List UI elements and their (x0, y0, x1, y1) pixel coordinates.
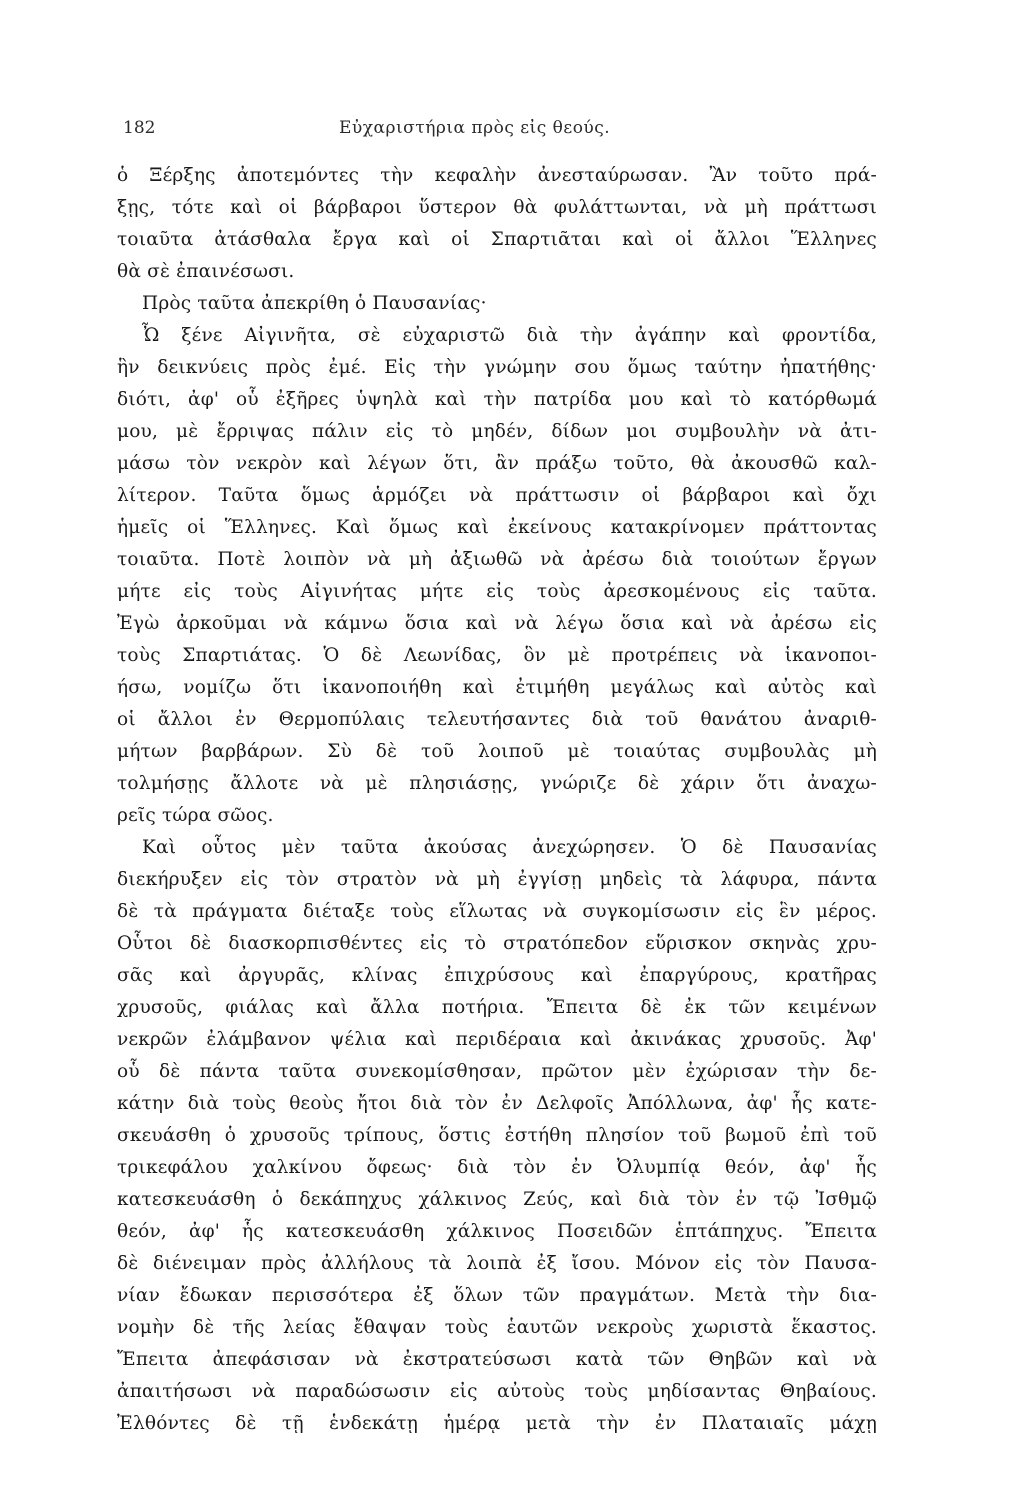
text-line: ρεῖς τώρα σῶος. (117, 805, 274, 826)
text-line: μήτων βαρβάρων. Σὺ δὲ τοῦ λοιποῦ μὲ τοιαύτας συμβουλὰς μὴ (117, 741, 877, 762)
page-header (123, 118, 883, 142)
text-line: διεκήρυξεν εἰς τὸν στρατὸν νὰ μὴ ἐγγίσῃ μηδεὶς τὰ λάφυρα, πάντα (117, 869, 877, 890)
text-line: Ἔπειτα ἀπεφάσισαν νὰ ἐκστρατεύσωσι κατὰ τῶν Θηβῶν καὶ νὰ (117, 1349, 877, 1370)
text-line: θεόν, ἀφ' ἧς κατεσκευάσθη χάλκινος Ποσειδῶν ἑπτάπηχυς. Ἔπειτα (117, 1221, 877, 1242)
text-line: οἱ ἄλλοι ἐν Θερμοπύλαις τελευτήσαντες διὰ τοῦ θανάτου ἀναριθ- (117, 709, 877, 730)
text-line: κατεσκευάσθη ὁ δεκάπηχυς χάλκινος Ζεύς, καὶ διὰ τὸν ἐν τῷ Ἰσθμῷ (117, 1189, 877, 1210)
text-line: μήτε εἰς τοὺς Αἰγινήτας μήτε εἰς τοὺς ἀρεσκομένους εἰς ταῦτα. (117, 581, 877, 602)
text-line: διότι, ἀφ' οὗ ἐξῆρες ὑψηλὰ καὶ τὴν πατρίδα μου καὶ τὸ κατόρθωμά (117, 389, 877, 410)
text-line: κάτην διὰ τοὺς θεοὺς ἤτοι διὰ τὸν ἐν Δελφοῖς Ἀπόλλωνα, ἀφ' ἧς κατε- (117, 1093, 877, 1114)
text-line: Οὗτοι δὲ διασκορπισθέντες εἰς τὸ στρατόπεδον εὕρισκον σκηνὰς χρυ- (117, 933, 877, 954)
text-line: λίτερον. Ταῦτα ὅμως ἁρμόζει νὰ πράττωσιν οἱ βάρβαροι καὶ ὄχι (117, 485, 877, 506)
text-line: Καὶ οὗτος μὲν ταῦτα ἀκούσας ἀνεχώρησεν. Ὁ δὲ Παυσανίας (142, 837, 877, 858)
text-line: ὁ Ξέρξης ἀποτεμόντες τὴν κεφαλὴν ἀνεσταύρωσαν. Ἂν τοῦτο πρά- (117, 165, 877, 186)
text-line: νίαν ἔδωκαν περισσότερα ἐξ ὅλων τῶν πραγμάτων. Μετὰ τὴν δια- (117, 1285, 877, 1306)
text-line: δὲ διένειμαν πρὸς ἀλλήλους τὰ λοιπὰ ἐξ ἴσου. Μόνον εἰς τὸν Παυσα- (117, 1253, 877, 1274)
text-line: Ἐλθόντες δὲ τῇ ἑνδεκάτῃ ἡμέρᾳ μετὰ τὴν ἐν Πλαταιαῖς μάχῃ (117, 1413, 877, 1434)
text-line: ξῃς, τότε καὶ οἱ βάρβαροι ὕστερον θὰ φυλάττωνται, νὰ μὴ πράττωσι (117, 197, 877, 218)
text-line: μου, μὲ ἔρριψας πάλιν εἰς τὸ μηδέν, δίδων μοι συμβουλὴν νὰ ἀτι- (117, 421, 877, 442)
text-line: σκευάσθη ὁ χρυσοῦς τρίπους, ὅστις ἐστήθη πλησίον τοῦ βωμοῦ ἐπὶ τοῦ (117, 1125, 877, 1146)
page-number: 182 (123, 118, 156, 138)
text-line: Ἐγὼ ἀρκοῦμαι νὰ κάμνω ὅσια καὶ νὰ λέγω ὅσια καὶ νὰ ἀρέσω εἰς (117, 613, 877, 634)
text-line: ἀπαιτήσωσι νὰ παραδώσωσιν εἰς αὐτοὺς τοὺς μηδίσαντας Θηβαίους. (117, 1381, 877, 1402)
text-line: σᾶς καὶ ἀργυρᾶς, κλίνας ἐπιχρύσους καὶ ἐπαργύρους, κρατῆρας (117, 965, 877, 986)
text-line: Ὦ ξένε Αἰγινῆτα, σὲ εὐχαριστῶ διὰ τὴν ἀγάπην καὶ φροντίδα, (142, 325, 877, 346)
text-line: ἡμεῖς οἱ Ἕλληνες. Καὶ ὅμως καὶ ἐκείνους κατακρίνομεν πράττοντας (117, 517, 877, 538)
text-line: θὰ σὲ ἐπαινέσωσι. (117, 261, 295, 282)
text-line: ἣν δεικνύεις πρὸς ἐμέ. Εἰς τὴν γνώμην σου ὅμως ταύτην ἠπατήθης· (117, 357, 877, 378)
text-line: χρυσοῦς, φιάλας καὶ ἄλλα ποτήρια. Ἔπειτα δὲ ἐκ τῶν κειμένων (117, 997, 877, 1018)
text-line: νεκρῶν ἐλάμβανον ψέλια καὶ περιδέραια καὶ ἀκινάκας χρυσοῦς. Ἀφ' (117, 1029, 877, 1050)
text-line: τολμήσῃς ἄλλοτε νὰ μὲ πλησιάσῃς, γνώριζε δὲ χάριν ὅτι ἀναχω- (117, 773, 877, 794)
text-line: τοὺς Σπαρτιάτας. Ὁ δὲ Λεωνίδας, ὃν μὲ προτρέπεις νὰ ἱκανοποι- (117, 645, 877, 666)
running-title: Εὐχαριστήρια πρὸς εἰς θεούς. (339, 118, 611, 138)
text-line: οὗ δὲ πάντα ταῦτα συνεκομίσθησαν, πρῶτον μὲν ἐχώρισαν τὴν δε- (117, 1061, 877, 1082)
text-line: τρικεφάλου χαλκίνου ὄφεως· διὰ τὸν ἐν Ὀλυμπίᾳ θεόν, ἀφ' ἧς (117, 1157, 877, 1178)
text-line: μάσω τὸν νεκρὸν καὶ λέγων ὅτι, ἂν πράξω τοῦτο, θὰ ἀκουσθῶ καλ- (117, 453, 877, 474)
text-line: δὲ τὰ πράγματα διέταξε τοὺς εἵλωτας νὰ συγκομίσωσιν εἰς ἓν μέρος. (117, 901, 877, 922)
body-text (117, 160, 877, 1440)
text-line: νομὴν δὲ τῆς λείας ἔθαψαν τοὺς ἑαυτῶν νεκροὺς χωριστὰ ἕκαστος. (117, 1317, 877, 1338)
text-line: ήσω, νομίζω ὅτι ἱκανοποιήθη καὶ ἐτιμήθη μεγάλως καὶ αὐτὸς καὶ (117, 677, 877, 698)
text-line: Πρὸς ταῦτα ἀπεκρίθη ὁ Παυσανίας· (142, 293, 487, 314)
text-line: τοιαῦτα ἀτάσθαλα ἔργα καὶ οἱ Σπαρτιᾶται καὶ οἱ ἄλλοι Ἕλληνες (117, 229, 877, 250)
text-line: τοιαῦτα. Ποτὲ λοιπὸν νὰ μὴ ἀξιωθῶ νὰ ἀρέσω διὰ τοιούτων ἔργων (117, 549, 877, 570)
